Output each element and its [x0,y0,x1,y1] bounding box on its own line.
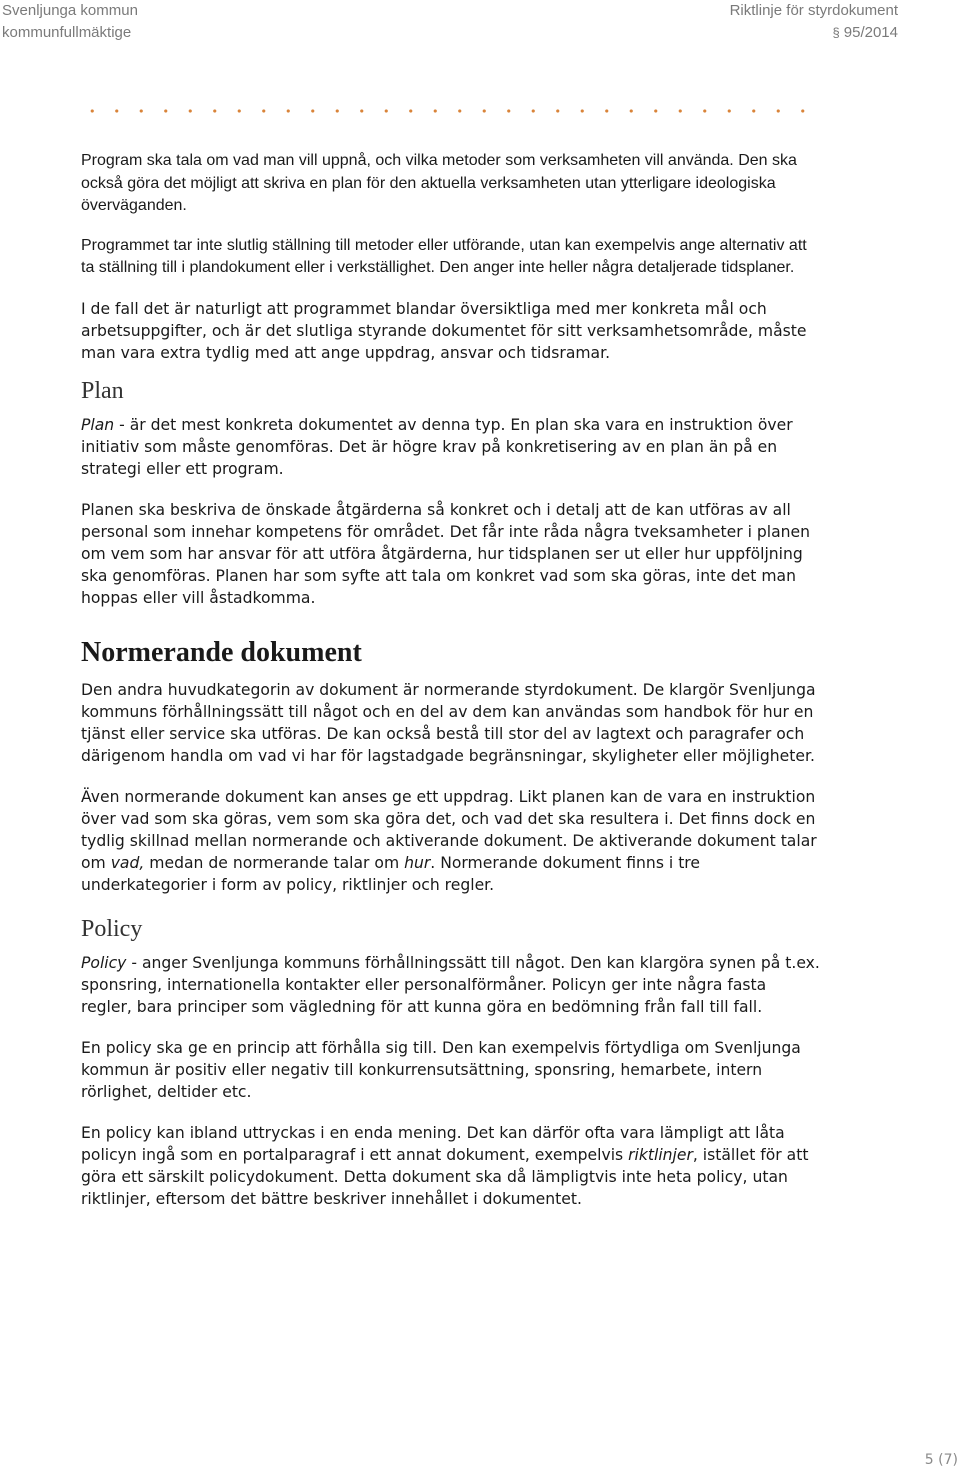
paragraph: I de fall det är naturligt att programmet blandar översiktliga med mer konkreta mål och arbetsuppgifter, och är det slutliga styrande dokumentet för sitt verksamhetsområde, måste man vara extra tydlig med att ange uppdrag, ansvar och tidsramar. [81,299,807,362]
dotted-divider [80,108,820,114]
section-heading-normerande: Normerande dokument [81,636,362,668]
section-heading-policy: Policy [81,915,143,942]
header-ref [730,22,898,44]
paragraph: Program ska tala om vad man vill uppnå, och vilka metoder som verksamheten vill använda. Den ska också göra det möjligt att skriva en plan för den aktuella verksamheten utan ytterligare ideologiska överväganden. [81,152,797,214]
section-heading-plan: Plan [81,377,124,404]
term-plan: Plan [81,415,115,434]
header-org: Svenljunga kommun [2,2,138,19]
paragraph: En policy kan ibland uttryckas i en enda mening. Det kan därför ofta vara lämpligt att låta policyn ingå som en portalparagraf i ett annat dokument, exempelvis riktlinjer, istället för att göra ett särskilt policydokument. Detta dokument ska då lämpligtvis inte heta policy, utan riktlinjer, eftersom det bättre beskriver innehållet i dokumentet. [81,1123,809,1208]
paragraph: Även normerande dokument kan anses ge ett uppdrag. Likt planen kan de vara en instruktion över vad som ska göras, vem som ska göra det, och vad det ska resultera i. Det finns dock en tydlig skillnad mellan normerande och aktiverande dokument. De aktiverande dokument talar om vad, medan de normerande talar om hur. Normerande dokument finns i tre underkategorier i form av policy, riktlinjer och regler. [81,787,817,894]
document-body [81,150,821,1210]
header-ref-number: 95/2014 [843,24,898,41]
header-doc-title: Riktlinje för styrdokument [729,2,898,19]
paragraph: Programmet tar inte slutlig ställning till metoder eller utförande, utan kan exempelvis ange alternativ att ta ställning till i plandokument eller i verkställighet. Den anger inte heller några detaljerade tidsplaner. [81,236,807,276]
page-header-left [2,0,138,44]
header-body: kommunfullmäktige [2,24,132,41]
paragraph: Plan - är det mest konkreta dokumentet av denna typ. En plan ska vara en instruktion över initiativ som måste genomföras. Det är högre krav på konkretisering av en plan än på en strategi eller ett program. [81,415,793,478]
term-policy: Policy [81,953,127,972]
paragraph: Den andra huvudkategorin av dokument är normerande styrdokument. De klargör Svenljunga kommuns förhållningssätt till något och en del av dem kan användas som handbok för hur en tjänst eller service ska utföras. De kan också bestå till stor del av lagtext och paragrafer och därigenom handla om vad vi har för lagstadgade begränsningar, skyligheter eller möjligheter. [81,680,816,765]
section-sign: § [832,25,840,40]
paragraph: Policy - anger Svenljunga kommuns förhållningssätt till något. Den kan klargöra synen på t.ex. sponsring, internationella kontakter eller personalförmåner. Policyn ger inte några fasta regler, bara principer som vägledning för att kunna göra en bedömning från fall till fall. [81,953,820,1016]
paragraph: En policy ska ge en princip att förhålla sig till. Den kan exempelvis förtydliga om Svenljunga kommun är positiv eller negativ till konkurrensutsättning, sponsring, hemarbete, intern rörlighet, deltider etc. [81,1038,801,1101]
paragraph: Planen ska beskriva de önskade åtgärderna så konkret och i detalj att de kan utföras av all personal som innehar kompetens för området. Det får inte råda några tveksamheter i planen om vem som har ansvar för att utföra åtgärderna, hur tidsplanen ser ut eller hur uppföljning ska genomföras. Planen har som syfte att tala om konkret vad som ska göras, inte det man hoppas eller vill åstadkomma. [81,500,811,607]
page-header-right [730,0,898,44]
page-number: 5 (7) [924,1452,958,1468]
